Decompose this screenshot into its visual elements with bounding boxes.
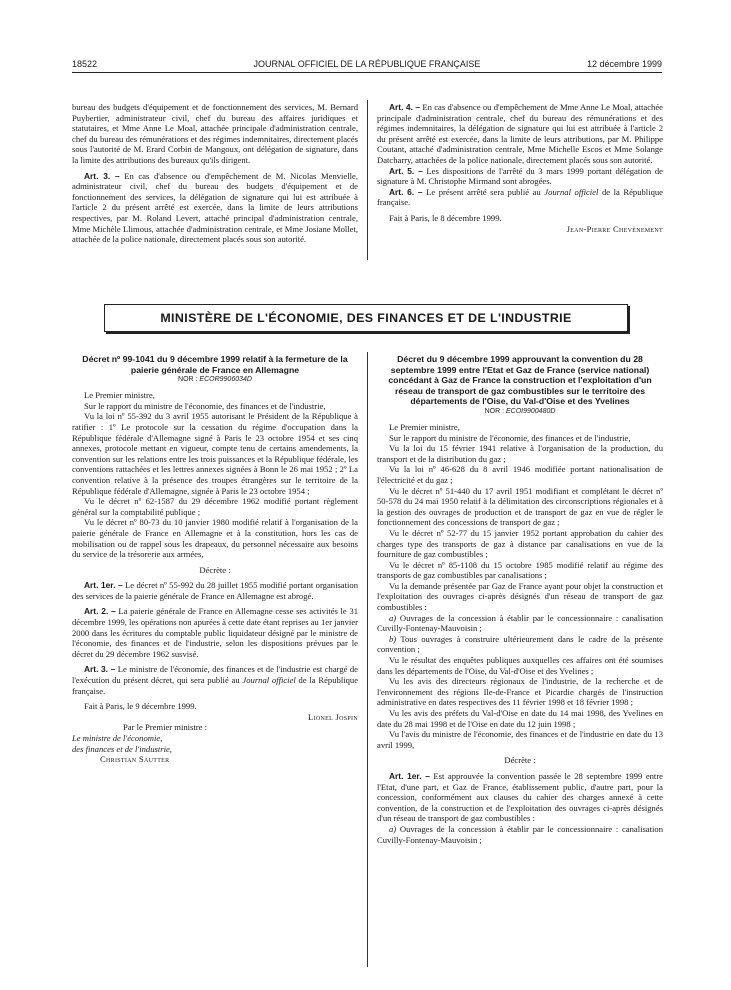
article-3 xyxy=(72,171,358,245)
article-label: Art. 3. – xyxy=(84,664,116,675)
article-text: Est approuvée la convention passée le 28 septembre 1999 entre l'Etat, d'une part, et Gaz de France, établissement public, d'autre part, pour la concession, conformément aux clauses du cahier des charges annexé à cette convention, de la construction et de l'exploitation des ouvrages ci-après désignés d'un réseau de transport de gaz combustibles : xyxy=(377,770,663,824)
article-label: Art. 4. – xyxy=(389,102,421,112)
article-text: Le présent arrêté sera publié au xyxy=(426,186,545,197)
list-marker: a) xyxy=(389,823,397,834)
article-5 xyxy=(377,166,663,187)
article-6 xyxy=(377,187,663,208)
article-text: En cas d'absence ou d'empêchement de Mme Anne Le Moal, attachée principale d'administration centrale, chef du bureau des rémunérations et des régimes indemnitaires, la délégation de signature qui lui est attribuée à l'article 2 du présent arrêté est exercée, dans la limite de leurs attributions, par M. Philippe Coutant, attaché d'administration centrale, Mme Michelle Escos et Mme Solange Datcharry, attachées de la police nationale, directement placés sous son autorité. xyxy=(377,102,663,165)
ministry-banner: MINISTÈRE DE L'ÉCONOMIE, DES FINANCES ET DE L'INDUSTRIE xyxy=(104,304,628,332)
list-item-a xyxy=(377,613,663,634)
nor-code: ECOI9900480D xyxy=(505,407,556,415)
column-divider-bottom xyxy=(367,352,368,967)
minister-title xyxy=(72,733,358,744)
list-text: Ouvrages de la concession à établir par le concessionnaire : canalisation Cuvilly-Fontenay-Mauvoisin ; xyxy=(377,612,663,634)
decree-paragraph: Vu la loi du 15 février 1941 relative à l'organisation de la production, du transport et de la distribution du gaz ; xyxy=(377,443,663,464)
list-item-a xyxy=(377,824,663,845)
list-marker: a) xyxy=(389,612,397,623)
article-text: de la République française. xyxy=(72,675,359,696)
decree-paragraph: Vu les avis des directeurs régionaux de l'industrie, de la recherche et de l'environnement des régions Ile-de-France et Picardie chargés de l'instruction administrative en dates respectives des 11 février 1998 et 18 février 1998 ; xyxy=(377,676,663,708)
decree-paragraph: Vu le décret nº 85-1108 du 15 octobre 1985 modifié relatif au régime des transports de gaz combustibles par canalisations ; xyxy=(377,559,663,581)
journal-reference: Journal officiel xyxy=(544,186,599,197)
article-1 xyxy=(72,580,358,601)
decree-paragraph: Vu le décret nº 52-77 du 15 janvier 1952 portant approbation du cahier des charges type des transports de gaz à distance par canalisations en vue de la fourniture de gaz combustibles ; xyxy=(377,527,663,560)
list-text: Tous ouvrages à construire ultérieurement dans le cadre de la présente convention ; xyxy=(377,633,663,655)
decree-paragraph: Vu le résultat des enquêtes publiques auxquelles ces affaires ont été soumises dans les départements de l'Oise, du Val-d'Oise et des Yvelines ; xyxy=(377,655,663,676)
decree-title: Décret du 9 décembre 1999 approuvant la convention du 28 septembre 1999 entre l'Etat et Gaz de France (service national) concédant à Gaz de France la construction et l'exploitation d'un réseau de transport de gaz combustibles sur le territoire des départements de l'Oise, du Val-d'Oise et des Yvelines xyxy=(388,354,652,407)
decree-right-column xyxy=(377,354,663,845)
decree-paragraph: Vu les avis des préfets du Val-d'Oise en date du 14 mai 1998, des Yvelines en date du 28 mai 1998 et de l'Oise en date du 12 juin 1998 ; xyxy=(377,708,663,729)
decree-paragraph: Sur le rapport du ministre de l'économie, des finances et de l'industrie, xyxy=(389,432,631,443)
nor-reference xyxy=(377,407,663,417)
decree-paragraph: Vu la loi nº 46-628 du 8 avril 1946 modifiée portant nationalisation de l'électricité et du gaz ; xyxy=(377,464,663,485)
nor-code: ECOR9906034D xyxy=(199,376,252,384)
article-text: En cas d'absence ou d'empêchement de M. Nicolas Menvielle, administrateur civil, chef du bureau des budgets d'équipement et de fonctionnement des services, la délégation de signature qui lui est attribuée à l'article 2 du présent arrêté est exercée, dans la limite de leurs attributions respectives, par M. Roland Levert, attaché principal d'administration centrale, Mme Michèle Llimous, attachée d'administration centrale, et Mme Josiane Mollet, attachée de la police nationale, directement placés sous son autorité. xyxy=(72,170,358,245)
decree-paragraph: Sur le rapport du ministre de l'économie, des finances et de l'industrie, xyxy=(84,400,326,411)
article-1 xyxy=(377,771,663,824)
list-marker: b) xyxy=(389,633,397,644)
article-4 xyxy=(377,102,663,166)
decree-title: Décret nº 99-1041 du 9 décembre 1999 relatif à la fermeture de la paierie générale de France en Allemagne xyxy=(82,354,348,375)
decree-paragraph: Vu l'avis du ministre de l'économie, des finances et de l'industrie en date du 13 avril 1999, xyxy=(377,729,663,750)
journal-title: JOURNAL OFFICIEL DE LA RÉPUBLIQUE FRANÇAISE xyxy=(253,59,481,69)
minister-title xyxy=(72,744,358,755)
decree-paragraph: Vu la loi nº 55-392 du 3 avril 1955 autorisant le Président de la République à ratifier : 1º Le protocole sur la cessation du régime d'occupation dans la République fédérale d'Allemagne signé à Paris le 23 octobre 1954 et ses cinq annexes, protocole mettant en vigueur, compte tenu de certains amendements, la convention sur les relations entre les trois puissances et la République fédérale, les conventions rattachées et les lettres annexes signées à Bonn le 26 mai 1952 ; 2º La convention relative à la présence des troupes étrangères sur le territoire de la République fédérale d'Allemagne, signée à Paris le 23 octobre 1954 ; xyxy=(72,411,358,496)
par-le-premier-ministre: Par le Premier ministre : xyxy=(122,722,207,733)
article-text: Le ministre de l'économie, des finances et de l'industrie est chargé de l'exécution du présent décret, qui sera publié au xyxy=(72,664,358,686)
nor-label: NOR : xyxy=(178,376,200,384)
decrete-heading: Décrète : xyxy=(199,564,231,575)
decrete-heading: Décrète : xyxy=(504,755,536,766)
column-divider-top xyxy=(367,100,368,260)
nor-reference xyxy=(72,375,358,385)
fait-line: Fait à Paris, le 9 décembre 1999. xyxy=(84,701,197,712)
decree-paragraph: Vu le décret nº 80-73 du 10 janvier 1980 modifié relatif à l'organisation de la paierie générale de France en Allemagne et à la constitution, hors les cas de mobilisation ou de rappel sous les drapeaux, du personnel nécessaire aux besoins du service de la trésorerie aux armées, xyxy=(72,517,358,560)
journal-reference: Journal officiel xyxy=(242,675,296,686)
article-label: Art. 1er. – xyxy=(389,770,430,781)
article-2 xyxy=(72,606,358,659)
fait-line: Fait à Paris, le 8 décembre 1999. xyxy=(389,212,502,223)
list-item-b xyxy=(377,634,663,655)
minister-signature: Christian Sautter xyxy=(100,754,170,765)
signature: Jean-Pierre Chevènement xyxy=(566,223,663,234)
list-text: Ouvrages de la concession à établir par le concessionnaire : canalisation Cuvilly-Fontenay-Mauvoisin ; xyxy=(377,823,663,845)
article-label: Art. 2. – xyxy=(84,606,116,617)
article-text: de la République française. xyxy=(377,186,663,208)
article-text: La paierie générale de France en Allemagne cesse ses activités le 31 décembre 1999, les opérations non apurées à cette date étant reprises au 1er janvier 2000 dans les écritures du comptable public liquidateur désigné par le ministre de l'économie, des finances et de l'industrie, selon les dispositions prévues par le décret du 29 décembre 1962 susvisé. xyxy=(72,606,358,659)
page-header xyxy=(72,57,662,71)
decree-paragraph: Vu le décret nº 51-440 du 17 avril 1951 modifiant et complétant le décret nº 50-578 du 24 mai 1950 relatif à la délimitation des circonscriptions régionales et à la gestion des ouvrages de production et de transport de gaz en vue de régler le fonctionnement des concessions de transport de gaz ; xyxy=(377,485,663,528)
decree-paragraph: Le Premier ministre, xyxy=(84,390,155,401)
header-rule xyxy=(72,72,662,73)
article-text: Les dispositions de l'arrêté du 3 mars 1999 portant délégation de signature à M. Christophe Mirmand sont abrogées. xyxy=(377,165,663,187)
top-left-column xyxy=(72,102,358,245)
article-label: Art. 6. – xyxy=(389,186,423,197)
article-text: Le décret nº 55-992 du 28 juillet 1955 modifié portant organisation des services de la paierie générale de France en Allemagne est abrogé. xyxy=(72,580,358,601)
continued-paragraph: bureau des budgets d'équipement et de fonctionnement des services, M. Bernard Puybertier, administrateur civil, chef du bureau des affaires juridiques et statutaires, et Mme Anne Le Moal, attachée principale d'administration centrale, chef du bureau des rémunérations et des régimes indemnitaires, directement placés sous l'autorité de M. Erard Corbin de Mangoux, ont délégation de signature, dans la limite des attributions des bureaux qu'ils dirigent. xyxy=(72,102,358,165)
article-label: Art. 1er. – xyxy=(84,580,123,591)
decree-left-column xyxy=(72,354,358,765)
article-label: Art. 5. – xyxy=(389,165,423,176)
page-number: 18522 xyxy=(72,59,98,69)
signature: Lionel Jospin xyxy=(308,711,358,722)
article-label: Art. 3. – xyxy=(84,170,120,181)
decree-paragraph: Vu le décret nº 62-1587 du 29 décembre 1962 modifié portant règlement général sur la comptabilité publique ; xyxy=(72,496,358,517)
minister-title-line: des finances et de l'industrie, xyxy=(72,743,172,754)
nor-label: NOR : xyxy=(484,407,506,415)
issue-date: 12 décembre 1999 xyxy=(586,59,662,69)
top-right-column xyxy=(377,102,663,234)
minister-title-line: Le ministre de l'économie, xyxy=(72,733,163,743)
decree-paragraph: Le Premier ministre, xyxy=(389,421,460,432)
article-3 xyxy=(72,664,358,696)
decree-paragraph: Vu la demande présentée par Gaz de France ayant pour objet la construction et l'exploitation des ouvrages ci-après désignés d'un réseau de transport de gaz combustibles : xyxy=(377,580,663,613)
